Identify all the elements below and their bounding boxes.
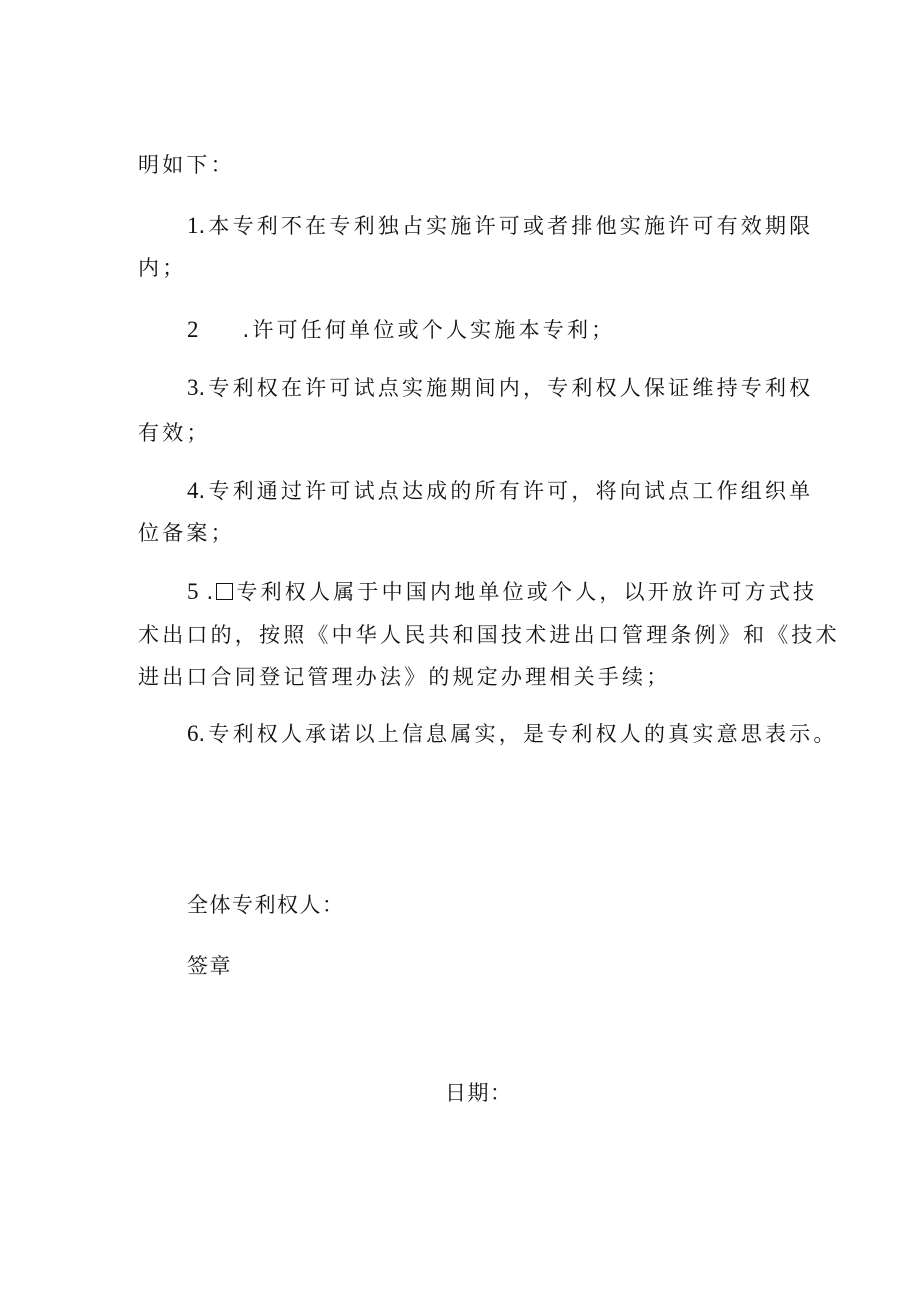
list-item-2 <box>187 315 615 345</box>
list-item-5 <box>187 577 817 607</box>
item-text-continuation: 术出口的，按照《中华人民共和国技术进出口管理条例》和《技术 <box>138 623 840 647</box>
seal-label: 签章 <box>187 954 232 978</box>
item-text: .专利权人承诺以上信息属实，是专利权人的真实意思表示。 <box>198 722 838 746</box>
patent-holders-label: 全体专利权人： <box>187 893 345 917</box>
item-text: .专利权在许可试点实施期间内，专利权人保证维持专利权 <box>198 376 814 400</box>
list-item-6 <box>187 719 838 749</box>
checkbox-icon <box>216 583 233 600</box>
item-number: 2 <box>187 317 199 342</box>
item-number: 5 <box>187 579 199 604</box>
item-number: 4 <box>187 478 199 503</box>
list-item-3 <box>187 373 813 403</box>
item-number: 6 <box>187 721 199 746</box>
item-text: .专利通过许可试点达成的所有许可，将向试点工作组织单 <box>198 479 814 503</box>
list-item-1 <box>187 211 813 241</box>
item-text: .许可任何单位或个人实施本专利； <box>242 318 616 342</box>
item-text-continuation: 内； <box>138 256 187 280</box>
intro-text: 明如下： <box>138 153 235 177</box>
item-text-continuation: 有效； <box>138 421 211 445</box>
item-number: 1 <box>187 213 199 238</box>
item-text-continuation: 位备案； <box>138 521 235 545</box>
item-text: .本专利不在专利独占实施许可或者排他实施许可有效期限 <box>198 214 814 238</box>
item-text: 专利权人属于中国内地单位或个人，以开放许可方式技 <box>236 580 818 604</box>
item-number: 3 <box>187 375 199 400</box>
item-text-continuation: 进出口合同登记管理办法》的规定办理相关手续； <box>138 665 671 689</box>
item-dot: . <box>206 580 217 604</box>
date-label: 日期： <box>445 1081 513 1105</box>
list-item-4 <box>187 476 813 506</box>
